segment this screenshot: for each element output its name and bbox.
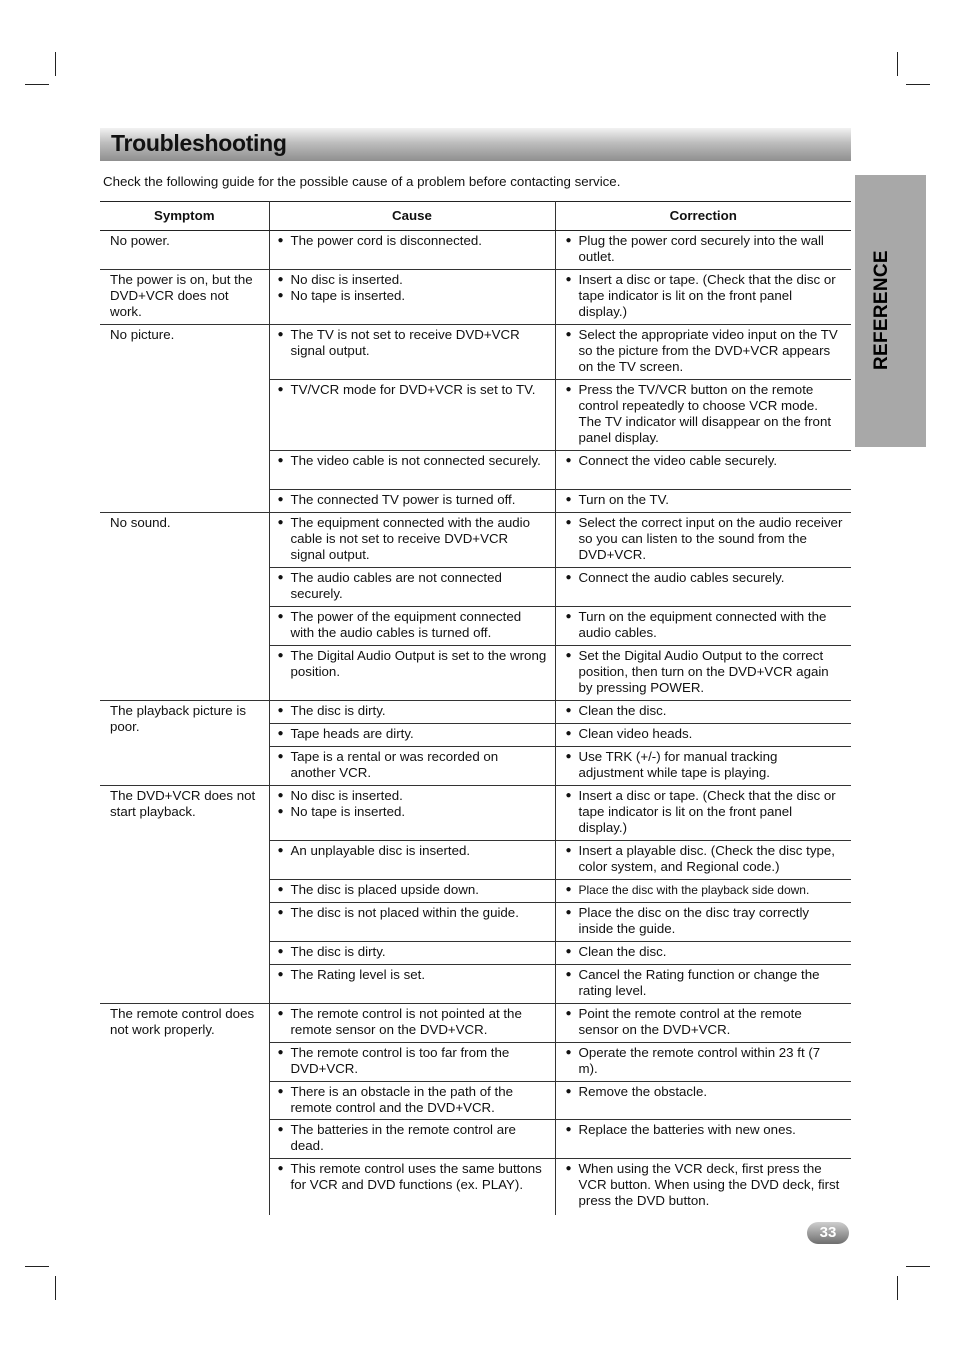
bullet-item	[278, 327, 547, 359]
cause-cell	[269, 724, 555, 747]
correction-text: Remove the obstacle.	[578, 1084, 708, 1099]
correction-text: Insert a playable disc. (Check the disc type, color system, and Regional code.)	[578, 843, 835, 874]
bullet-icon: ●	[565, 274, 572, 285]
bullet-item	[278, 288, 547, 304]
correction-cell	[555, 568, 851, 607]
correction-text: Place the disc with the playback side down.	[578, 883, 810, 897]
cause-cell	[269, 380, 555, 451]
cause-cell	[269, 1120, 555, 1159]
correction-text: Set the Digital Audio Output to the correct position, then turn on the DVD+VCR again by pressing POWER.	[578, 648, 829, 695]
bullet-icon: ●	[565, 1086, 572, 1097]
bullet-icon: ●	[277, 611, 284, 622]
cause-cell	[269, 490, 555, 513]
cause-text: The video cable is not connected securely.	[290, 453, 541, 468]
cause-text: The connected TV power is turned off.	[290, 492, 516, 507]
correction-text: Operate the remote control within 23 ft (7 m).	[578, 1045, 821, 1076]
cause-text: No tape is inserted.	[290, 804, 406, 819]
bullet-icon: ●	[565, 845, 572, 856]
bullet-item	[278, 1161, 547, 1193]
crop-mark	[55, 1276, 56, 1300]
cause-cell	[269, 701, 555, 724]
correction-text: Insert a disc or tape. (Check that the disc or tape indicator is lit on the front panel display.)	[578, 272, 836, 319]
correction-text: Clean the disc.	[578, 703, 667, 718]
cause-text: Tape is a rental or was recorded on another VCR.	[290, 749, 499, 780]
reference-side-tab	[855, 175, 926, 447]
bullet-item	[278, 788, 547, 804]
table-row	[100, 513, 851, 568]
symptom-cell: The power is on, but the DVD+VCR does not work.	[100, 270, 269, 325]
cause-cell	[269, 1004, 555, 1043]
bullet-icon: ●	[277, 572, 284, 583]
correction-text: Connect the video cable securely.	[578, 453, 778, 468]
cause-cell	[269, 942, 555, 965]
cause-text: Tape heads are dirty.	[290, 726, 414, 741]
bullet-icon: ●	[277, 705, 284, 716]
header-cause: Cause	[269, 202, 555, 231]
bullet-icon: ●	[277, 728, 284, 739]
correction-text: Clean video heads.	[578, 726, 693, 741]
header-symptom: Symptom	[100, 202, 269, 231]
bullet-item	[278, 272, 547, 288]
bullet-icon: ●	[565, 705, 572, 716]
correction-cell	[555, 1043, 851, 1082]
bullet-icon: ●	[565, 907, 572, 918]
bullet-icon: ●	[565, 1163, 572, 1174]
bullet-item	[566, 327, 844, 375]
cause-cell	[269, 903, 555, 942]
bullet-item	[566, 1084, 844, 1100]
bullet-item	[566, 1006, 844, 1038]
cause-text: The disc is not placed within the guide.	[290, 905, 519, 920]
bullet-item	[566, 944, 844, 960]
correction-text: Select the correct input on the audio receiver so you can listen to the sound from the DVD+VCR.	[578, 515, 843, 562]
crop-mark	[25, 1266, 49, 1267]
symptom-cell: The remote control does not work properly.	[100, 1004, 269, 1215]
bullet-icon: ●	[565, 1047, 572, 1058]
bullet-item	[566, 967, 844, 999]
page-number: 33	[819, 1224, 837, 1241]
symptom-cell: The DVD+VCR does not start playback.	[100, 786, 269, 1004]
title-bar	[100, 128, 851, 161]
cause-text: TV/VCR mode for DVD+VCR is set to TV.	[290, 382, 536, 397]
bullet-item	[566, 1122, 844, 1138]
correction-text: Connect the audio cables securely.	[578, 570, 785, 585]
bullet-icon: ●	[277, 274, 284, 285]
cause-cell	[269, 231, 555, 270]
correction-cell	[555, 270, 851, 325]
bullet-item	[566, 648, 844, 696]
bullet-icon: ●	[277, 494, 284, 505]
crop-mark	[25, 84, 49, 85]
cause-text: There is an obstacle in the path of the remote control and the DVD+VCR.	[290, 1084, 513, 1115]
cause-text: The disc is placed upside down.	[290, 882, 479, 897]
page-title: Troubleshooting	[111, 130, 287, 156]
bullet-item	[566, 726, 844, 742]
correction-cell	[555, 646, 851, 701]
correction-cell	[555, 965, 851, 1004]
bullet-item	[278, 1084, 547, 1116]
bullet-item	[278, 944, 547, 960]
correction-text: Insert a disc or tape. (Check that the disc or tape indicator is lit on the front panel display.)	[578, 788, 836, 835]
bullet-icon: ●	[277, 650, 284, 661]
bullet-item	[278, 882, 547, 898]
bullet-icon: ●	[565, 329, 572, 340]
table-row	[100, 270, 851, 325]
crop-mark	[897, 52, 898, 76]
correction-text: When using the VCR deck, first press the VCR button. When using the DVD deck, first press the DVD button.	[578, 1161, 840, 1208]
bullet-icon: ●	[277, 1086, 284, 1097]
bullet-item	[566, 272, 844, 320]
cause-cell	[269, 325, 555, 380]
cause-cell	[269, 568, 555, 607]
correction-cell	[555, 380, 851, 451]
correction-text: Point the remote control at the remote sensor on the DVD+VCR.	[578, 1006, 802, 1037]
bullet-icon: ●	[277, 946, 284, 957]
cause-cell	[269, 1159, 555, 1215]
bullet-item	[566, 905, 844, 937]
bullet-item	[566, 882, 844, 898]
cause-text: The power cord is disconnected.	[290, 233, 482, 248]
bullet-icon: ●	[277, 329, 284, 340]
cause-cell	[269, 513, 555, 568]
correction-cell	[555, 1120, 851, 1159]
bullet-icon: ●	[565, 384, 572, 395]
bullet-icon: ●	[277, 790, 284, 801]
header-correction: Correction	[555, 202, 851, 231]
side-tab-label: REFERENCE	[871, 250, 892, 370]
bullet-item	[278, 453, 547, 469]
correction-cell	[555, 880, 851, 903]
correction-text: Plug the power cord securely into the wall outlet.	[578, 233, 824, 264]
correction-cell	[555, 903, 851, 942]
bullet-icon: ●	[277, 806, 284, 817]
correction-cell	[555, 490, 851, 513]
table-row	[100, 231, 851, 270]
cause-text: The remote control is too far from the DVD+VCR.	[290, 1045, 510, 1076]
bullet-item	[278, 492, 547, 508]
bullet-item	[278, 570, 547, 602]
bullet-icon: ●	[277, 235, 284, 246]
bullet-item	[278, 804, 547, 820]
cause-text: The batteries in the remote control are dead.	[290, 1122, 516, 1153]
table-row	[100, 786, 851, 841]
bullet-icon: ●	[565, 235, 572, 246]
bullet-icon: ●	[277, 1163, 284, 1174]
cause-cell	[269, 1043, 555, 1082]
correction-cell	[555, 1004, 851, 1043]
correction-text: Place the disc on the disc tray correctly inside the guide.	[578, 905, 810, 936]
cause-cell	[269, 270, 555, 325]
cause-cell	[269, 786, 555, 841]
correction-cell	[555, 451, 851, 490]
bullet-icon: ●	[565, 650, 572, 661]
bullet-icon: ●	[565, 455, 572, 466]
correction-cell	[555, 747, 851, 786]
correction-cell	[555, 231, 851, 270]
bullet-item	[566, 570, 844, 586]
correction-cell	[555, 942, 851, 965]
bullet-item	[566, 453, 844, 469]
bullet-item	[566, 492, 844, 508]
cause-text: This remote control uses the same buttons for VCR and DVD functions (ex. PLAY).	[290, 1161, 542, 1192]
cause-text: The TV is not set to receive DVD+VCR signal output.	[290, 327, 520, 358]
bullet-item	[278, 1122, 547, 1154]
cause-cell	[269, 747, 555, 786]
bullet-icon: ●	[277, 969, 284, 980]
page-number-badge	[807, 1222, 849, 1244]
bullet-item	[566, 749, 844, 781]
symptom-cell: No power.	[100, 231, 269, 270]
crop-mark	[897, 1276, 898, 1300]
correction-cell	[555, 701, 851, 724]
bullet-icon: ●	[277, 845, 284, 856]
cause-text: The disc is dirty.	[290, 944, 386, 959]
bullet-icon: ●	[565, 969, 572, 980]
correction-cell	[555, 325, 851, 380]
table-row	[100, 1004, 851, 1043]
bullet-item	[566, 233, 844, 265]
correction-text: Turn on the equipment connected with the audio cables.	[578, 609, 827, 640]
cause-cell	[269, 607, 555, 646]
correction-text: Use TRK (+/-) for manual tracking adjustment while tape is playing.	[578, 749, 778, 780]
cause-cell	[269, 1082, 555, 1120]
correction-text: Select the appropriate video input on the TV so the picture from the DVD+VCR appears on the TV screen.	[578, 327, 838, 374]
correction-text: Turn on the TV.	[578, 492, 669, 507]
bullet-item	[566, 843, 844, 875]
bullet-item	[278, 382, 547, 398]
bullet-icon: ●	[277, 517, 284, 528]
bullet-item	[566, 609, 844, 641]
bullet-item	[566, 788, 844, 836]
bullet-icon: ●	[565, 1008, 572, 1019]
table-header-row	[100, 202, 851, 231]
cause-text: No tape is inserted.	[290, 288, 406, 303]
correction-cell	[555, 841, 851, 880]
correction-text: Clean the disc.	[578, 944, 667, 959]
correction-cell	[555, 607, 851, 646]
bullet-icon: ●	[277, 751, 284, 762]
troubleshooting-table	[100, 201, 851, 1215]
crop-mark	[906, 84, 930, 85]
bullet-icon: ●	[565, 494, 572, 505]
cause-text: An unplayable disc is inserted.	[290, 843, 471, 858]
cause-text: The equipment connected with the audio cable is not set to receive DVD+VCR signal output.	[290, 515, 531, 562]
bullet-item	[566, 382, 844, 446]
cause-text: No disc is inserted.	[290, 272, 403, 287]
bullet-icon: ●	[277, 1047, 284, 1058]
bullet-item	[278, 233, 547, 249]
crop-mark	[55, 52, 56, 76]
bullet-icon: ●	[277, 907, 284, 918]
bullet-icon: ●	[277, 455, 284, 466]
bullet-item	[278, 749, 547, 781]
correction-cell	[555, 786, 851, 841]
table-row	[100, 701, 851, 724]
bullet-icon: ●	[565, 728, 572, 739]
correction-cell	[555, 1159, 851, 1215]
bullet-icon: ●	[565, 946, 572, 957]
bullet-icon: ●	[565, 572, 572, 583]
bullet-item	[278, 843, 547, 859]
correction-text: Press the TV/VCR button on the remote control repeatedly to choose VCR mode. The TV indicator will disappear on the front panel display.	[578, 382, 832, 445]
bullet-item	[278, 726, 547, 742]
bullet-icon: ●	[565, 611, 572, 622]
bullet-item	[278, 515, 547, 563]
cause-cell	[269, 841, 555, 880]
bullet-item	[278, 905, 547, 921]
bullet-item	[278, 967, 547, 983]
bullet-item	[278, 1006, 547, 1038]
intro-text: Check the following guide for the possible cause of a problem before contacting service.	[103, 174, 621, 189]
bullet-icon: ●	[277, 1008, 284, 1019]
bullet-icon: ●	[277, 884, 284, 895]
cause-cell	[269, 451, 555, 490]
bullet-item	[566, 1161, 844, 1209]
bullet-icon: ●	[565, 751, 572, 762]
cause-text: The disc is dirty.	[290, 703, 386, 718]
symptom-cell: No picture.	[100, 325, 269, 513]
cause-text: The Digital Audio Output is set to the wrong position.	[290, 648, 547, 679]
correction-cell	[555, 724, 851, 747]
cause-text: No disc is inserted.	[290, 788, 403, 803]
crop-mark	[906, 1266, 930, 1267]
cause-text: The remote control is not pointed at the remote sensor on the DVD+VCR.	[290, 1006, 522, 1037]
cause-text: The power of the equipment connected with the audio cables is turned off.	[290, 609, 522, 640]
table-row	[100, 325, 851, 380]
bullet-icon: ●	[277, 1124, 284, 1135]
correction-text: Cancel the Rating function or change the rating level.	[578, 967, 820, 998]
bullet-item	[566, 1045, 844, 1077]
bullet-item	[278, 648, 547, 680]
cause-cell	[269, 880, 555, 903]
bullet-item	[278, 1045, 547, 1077]
bullet-item	[566, 515, 844, 563]
bullet-icon: ●	[277, 384, 284, 395]
bullet-item	[278, 703, 547, 719]
bullet-icon: ●	[565, 884, 572, 895]
cause-cell	[269, 646, 555, 701]
bullet-icon: ●	[565, 790, 572, 801]
bullet-item	[278, 609, 547, 641]
cause-text: The Rating level is set.	[290, 967, 426, 982]
cause-cell	[269, 965, 555, 1004]
bullet-icon: ●	[277, 290, 284, 301]
symptom-cell: The playback picture is poor.	[100, 701, 269, 786]
bullet-icon: ●	[565, 517, 572, 528]
correction-text: Replace the batteries with new ones.	[578, 1122, 796, 1137]
symptom-cell: No sound.	[100, 513, 269, 701]
correction-cell	[555, 1082, 851, 1120]
bullet-item	[566, 703, 844, 719]
bullet-icon: ●	[565, 1124, 572, 1135]
correction-cell	[555, 513, 851, 568]
cause-text: The audio cables are not connected securely.	[290, 570, 502, 601]
